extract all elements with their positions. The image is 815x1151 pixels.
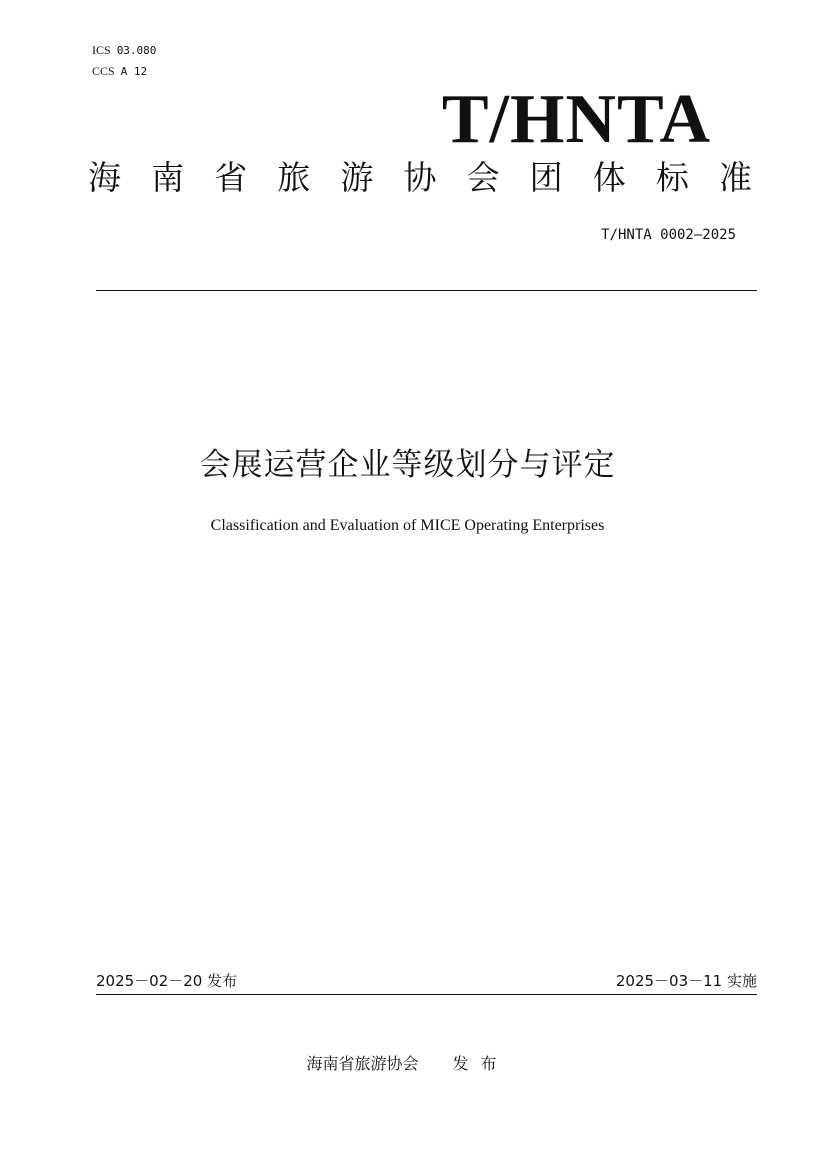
org-title-char: 南	[151, 158, 185, 197]
document-number: T/HNTA 0002—2025	[601, 227, 736, 243]
org-title-char: 体	[592, 158, 626, 197]
org-title-char: 海	[88, 158, 121, 197]
issuer-line	[0, 1052, 815, 1076]
implementation-date: 2025－03－11 实施	[615, 972, 757, 990]
ccs-value: A 12	[120, 65, 148, 78]
org-title-char: 团	[529, 158, 563, 197]
org-title-char: 会	[466, 158, 500, 197]
document-title-english: Classification and Evaluation of MICE Operating Enterprises	[210, 517, 605, 534]
issuer-name: 海南省旅游协会	[306, 1054, 419, 1073]
ics-row	[92, 40, 156, 61]
org-title-char: 协	[403, 158, 437, 197]
org-title-char: 准	[718, 158, 752, 197]
document-title-chinese: 会展运营企业等级划分与评定	[199, 447, 616, 483]
top-divider	[96, 290, 757, 291]
standard-code-logo: T/HNTA	[441, 81, 711, 158]
classification-codes	[92, 40, 156, 82]
bottom-divider	[96, 994, 757, 995]
ccs-label: CCS	[92, 64, 115, 78]
ics-label: ICS	[92, 43, 111, 57]
ccs-row	[92, 61, 156, 82]
issuer-action: 发布	[452, 1054, 509, 1073]
organization-standard-title	[88, 152, 752, 204]
publish-date: 2025－02－20 发布	[96, 972, 238, 990]
ics-value: 03.080	[116, 44, 157, 57]
org-title-char: 游	[340, 158, 374, 197]
org-title-char: 旅	[277, 158, 311, 197]
org-title-char: 标	[655, 158, 689, 197]
org-title-char: 省	[214, 158, 248, 197]
